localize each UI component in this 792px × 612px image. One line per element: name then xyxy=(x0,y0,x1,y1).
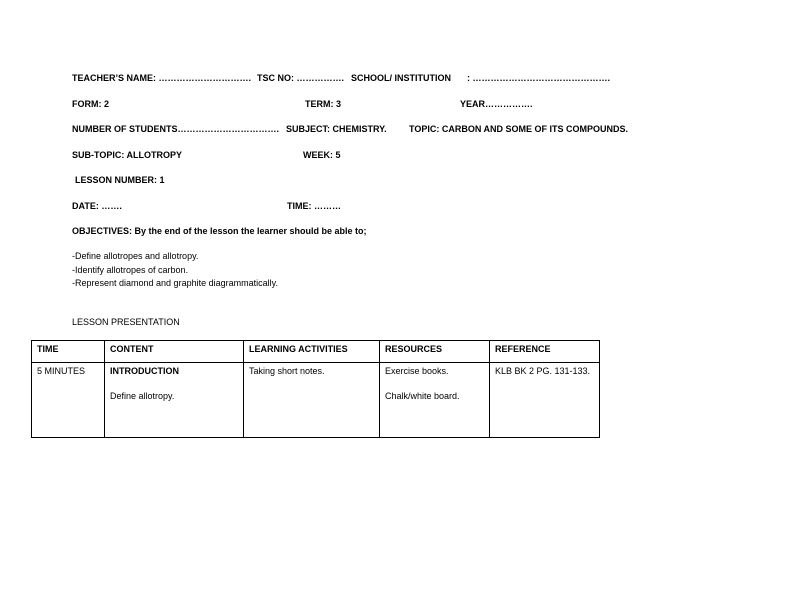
col-header-content: CONTENT xyxy=(105,341,244,363)
teacher-name-field: TEACHER’S NAME: …………………………. xyxy=(72,73,252,83)
topic-field: TOPIC: CARBON AND SOME OF ITS COMPOUNDS. xyxy=(409,124,629,134)
objective-item: -Identify allotropes of carbon. xyxy=(72,265,189,275)
cell-time: 5 MINUTES xyxy=(32,363,105,438)
form-field: FORM: 2 xyxy=(72,99,109,109)
objectives-heading xyxy=(72,226,367,237)
year-field: YEAR……………. xyxy=(460,99,533,109)
lesson-table xyxy=(31,340,600,438)
subtopic-field: SUB-TOPIC: ALLOTROPY xyxy=(72,150,182,160)
tsc-no-field: TSC NO: ……………. xyxy=(257,73,344,83)
table-row xyxy=(32,363,600,438)
objectives-intro: : By the end of the lesson the learner should be able to; xyxy=(129,226,367,236)
subject-field: SUBJECT: CHEMISTRY. xyxy=(286,124,387,134)
lesson-presentation-title: LESSON PRESENTATION xyxy=(72,317,180,327)
col-header-reference: REFERENCE xyxy=(490,341,600,363)
resource-item: Chalk/white board. xyxy=(385,391,460,401)
cell-activities: Taking short notes. xyxy=(244,363,380,438)
objective-item: -Represent diamond and graphite diagrammatically. xyxy=(72,278,278,288)
num-students-field: NUMBER OF STUDENTS……………………………. xyxy=(72,124,279,134)
col-header-resources: RESOURCES xyxy=(380,341,490,363)
content-body: Define allotropy. xyxy=(110,391,175,401)
table-header-row xyxy=(32,341,600,363)
objective-item: -Define allotropes and allotropy. xyxy=(72,251,199,261)
week-field: WEEK: 5 xyxy=(303,150,341,160)
lesson-number-field: LESSON NUMBER: 1 xyxy=(75,175,165,185)
cell-content xyxy=(105,363,244,438)
col-header-time: TIME xyxy=(32,341,105,363)
school-label: SCHOOL/ INSTITUTION xyxy=(351,73,451,83)
time-field: TIME: ……… xyxy=(287,201,341,211)
col-header-activities: LEARNING ACTIVITIES xyxy=(244,341,380,363)
content-heading: INTRODUCTION xyxy=(110,366,179,376)
term-field: TERM: 3 xyxy=(305,99,341,109)
cell-reference: KLB BK 2 PG. 131-133. xyxy=(490,363,600,438)
objectives-label: OBJECTIVES xyxy=(72,226,130,236)
resource-item: Exercise books. xyxy=(385,366,449,376)
date-field: DATE: ……. xyxy=(72,201,122,211)
cell-resources xyxy=(380,363,490,438)
school-value: : ………………………………………. xyxy=(467,73,610,83)
